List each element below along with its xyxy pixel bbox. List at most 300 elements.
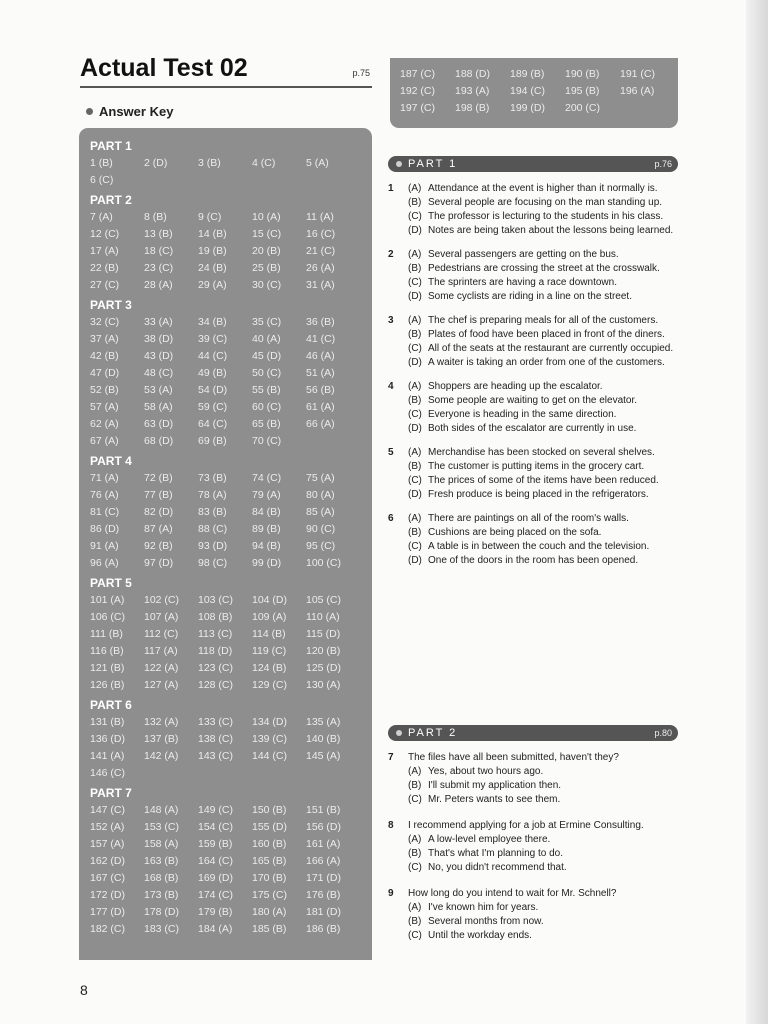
- answer-cell: 97 (D): [144, 557, 174, 569]
- answer-row: [400, 83, 678, 100]
- answer-cell: 28 (A): [144, 279, 173, 291]
- answer-cell: 68 (D): [144, 435, 174, 447]
- option-letter: (B): [408, 329, 422, 340]
- option-letter: (B): [408, 527, 422, 538]
- answer-cell: 94 (B): [252, 540, 281, 552]
- answer-row: [90, 904, 372, 921]
- answer-cell: 14 (B): [198, 228, 227, 240]
- answer-cell: 157 (A): [90, 838, 125, 850]
- answer-row: [90, 504, 372, 521]
- answer-key-part-title: PART 3: [90, 298, 132, 312]
- answer-cell: 49 (B): [198, 367, 227, 379]
- question-number: 5: [388, 447, 394, 458]
- answer-option: [408, 526, 688, 540]
- answer-cell: 148 (A): [144, 804, 179, 816]
- answer-cell: 144 (C): [252, 750, 288, 762]
- answer-cell: 106 (C): [90, 611, 126, 623]
- header-bullet-icon: [396, 161, 402, 167]
- answer-row: [90, 836, 372, 853]
- option-letter: (C): [408, 541, 422, 552]
- answer-option: [408, 314, 688, 328]
- answer-option: [408, 765, 688, 779]
- answer-cell: 153 (C): [144, 821, 180, 833]
- answer-key-part-title: PART 4: [90, 454, 132, 468]
- answer-cell: 57 (A): [90, 401, 119, 413]
- answer-cell: 168 (B): [144, 872, 179, 884]
- question-number: 1: [388, 183, 394, 194]
- option-text: That's what I'm planning to do.: [428, 848, 564, 859]
- answer-cell: 173 (B): [144, 889, 179, 901]
- option-letter: (C): [408, 211, 422, 222]
- answer-row: [90, 155, 372, 172]
- answer-cell: 78 (A): [198, 489, 227, 501]
- page-title: Actual Test 02: [80, 54, 248, 82]
- answer-cell: 115 (D): [306, 628, 341, 640]
- option-letter: (B): [408, 780, 422, 791]
- answer-cell: 75 (A): [306, 472, 335, 484]
- answer-row: [90, 416, 372, 433]
- answer-cell: 108 (B): [198, 611, 233, 623]
- answer-cell: 147 (C): [90, 804, 126, 816]
- option-letter: (B): [408, 916, 422, 927]
- answer-cell: 35 (C): [252, 316, 282, 328]
- answer-row: [90, 348, 372, 365]
- answer-cell: 40 (A): [252, 333, 281, 345]
- answer-cell: 50 (C): [252, 367, 282, 379]
- answer-cell: 127 (A): [144, 679, 179, 691]
- answer-cell: 39 (C): [198, 333, 228, 345]
- answer-cell: 137 (B): [144, 733, 179, 745]
- answer-cell: 185 (B): [252, 923, 287, 935]
- part1-question-list: [388, 182, 688, 568]
- answer-option: [408, 262, 688, 276]
- answer-cell: 13 (B): [144, 228, 173, 240]
- answer-cell: 90 (C): [306, 523, 336, 535]
- answer-cell: 1 (B): [90, 157, 113, 169]
- answer-cell: 84 (B): [252, 506, 281, 518]
- option-letter: (C): [408, 475, 422, 486]
- answer-cell: 105 (C): [306, 594, 342, 606]
- answer-cell: 88 (C): [198, 523, 228, 535]
- answer-row: [90, 172, 372, 189]
- answer-cell: 197 (C): [400, 102, 436, 114]
- answer-cell: 118 (D): [198, 645, 233, 657]
- answer-option: [408, 182, 688, 196]
- answer-cell: 92 (B): [144, 540, 173, 552]
- option-letter: (A): [408, 447, 422, 458]
- question-stem: I recommend applying for a job at Ermine Consulting.: [408, 820, 644, 831]
- answer-cell: 17 (A): [90, 245, 119, 257]
- answer-option: [408, 460, 688, 474]
- answer-cell: 6 (C): [90, 174, 114, 186]
- answer-cell: 125 (D): [306, 662, 342, 674]
- option-text: Fresh produce is being placed in the refrigerators.: [428, 489, 649, 500]
- answer-cell: 126 (B): [90, 679, 125, 691]
- option-text: Several months from now.: [428, 916, 544, 927]
- answer-row: [90, 802, 372, 819]
- answer-cell: 69 (B): [198, 435, 227, 447]
- answer-cell: 44 (C): [198, 350, 228, 362]
- answer-option: [408, 422, 688, 436]
- question: [388, 248, 688, 304]
- option-text: Mr. Peters wants to see them.: [428, 794, 561, 805]
- option-text: The sprinters are having a race downtown.: [428, 277, 617, 288]
- option-letter: (B): [408, 197, 422, 208]
- answer-cell: 29 (A): [198, 279, 227, 291]
- answer-cell: 11 (A): [306, 211, 334, 223]
- answer-cell: 104 (D): [252, 594, 288, 606]
- answer-row: [90, 748, 372, 765]
- answer-option: [408, 328, 688, 342]
- answer-cell: 146 (C): [90, 767, 126, 779]
- answer-cell: 33 (A): [144, 316, 173, 328]
- answer-cell: 149 (C): [198, 804, 234, 816]
- answer-cell: 187 (C): [400, 68, 436, 80]
- answer-cell: 43 (D): [144, 350, 174, 362]
- answer-cell: 2 (D): [144, 157, 168, 169]
- answer-cell: 129 (C): [252, 679, 288, 691]
- answer-option: [408, 847, 688, 861]
- option-text: Until the workday ends.: [428, 930, 532, 941]
- option-text: The prices of some of the items have been reduced.: [428, 475, 659, 486]
- option-text: Some cyclists are riding in a line on the street.: [428, 291, 632, 302]
- answer-cell: 65 (B): [252, 418, 281, 430]
- answer-cell: 42 (B): [90, 350, 119, 362]
- part2-header: [388, 725, 678, 741]
- page-edge-shadow: [746, 0, 768, 1024]
- answer-cell: 156 (D): [306, 821, 342, 833]
- answer-row: [90, 677, 372, 694]
- question: [388, 887, 688, 943]
- answer-cell: 100 (C): [306, 557, 342, 569]
- answer-cell: 8 (B): [144, 211, 167, 223]
- answer-cell: 32 (C): [90, 316, 120, 328]
- answer-cell: 5 (A): [306, 157, 329, 169]
- answer-cell: 189 (B): [510, 68, 545, 80]
- option-letter: (C): [408, 343, 422, 354]
- answer-cell: 160 (B): [252, 838, 287, 850]
- answer-option: [408, 474, 688, 488]
- answer-cell: 172 (D): [90, 889, 126, 901]
- answer-cell: 41 (C): [306, 333, 336, 345]
- option-letter: (D): [408, 291, 422, 302]
- answer-cell: 141 (A): [90, 750, 125, 762]
- option-letter: (A): [408, 902, 422, 913]
- option-text: The professor is lecturing to the students in his class.: [428, 211, 664, 222]
- option-text: There are paintings on all of the room's walls.: [428, 513, 629, 524]
- answer-cell: 195 (B): [565, 85, 600, 97]
- question-number: 8: [388, 820, 394, 831]
- answer-cell: 177 (D): [90, 906, 126, 918]
- answer-cell: 162 (D): [90, 855, 126, 867]
- answer-option: [408, 554, 688, 568]
- answer-option: [408, 446, 688, 460]
- answer-cell: 120 (B): [306, 645, 341, 657]
- option-text: A waiter is taking an order from one of the customers.: [428, 357, 665, 368]
- answer-cell: 7 (A): [90, 211, 113, 223]
- answer-key-part: [90, 297, 372, 450]
- answer-cell: 117 (A): [144, 645, 178, 657]
- answer-cell: 36 (B): [306, 316, 335, 328]
- answer-cell: 112 (C): [144, 628, 179, 640]
- option-text: Cushions are being placed on the sofa.: [428, 527, 602, 538]
- answer-cell: 198 (B): [455, 102, 490, 114]
- answer-option: [408, 342, 688, 356]
- question-number: 9: [388, 888, 394, 899]
- answer-row: [400, 66, 678, 83]
- answer-cell: 145 (A): [306, 750, 341, 762]
- option-letter: (B): [408, 263, 422, 274]
- answer-cell: 179 (B): [198, 906, 233, 918]
- answer-cell: 27 (C): [90, 279, 120, 291]
- answer-cell: 55 (B): [252, 384, 281, 396]
- question: [388, 512, 688, 568]
- question-stem: How long do you intend to wait for Mr. Schnell?: [408, 888, 617, 899]
- answer-cell: 45 (D): [252, 350, 282, 362]
- option-text: A low-level employee there.: [428, 834, 551, 845]
- answer-cell: 110 (A): [306, 611, 340, 623]
- answer-option: [408, 833, 688, 847]
- option-letter: (A): [408, 249, 422, 260]
- answer-cell: 163 (B): [144, 855, 179, 867]
- answer-cell: 124 (B): [252, 662, 287, 674]
- answer-option: [408, 394, 688, 408]
- answer-cell: 82 (D): [144, 506, 174, 518]
- answer-cell: 152 (A): [90, 821, 125, 833]
- answer-cell: 114 (B): [252, 628, 286, 640]
- answer-cell: 89 (B): [252, 523, 281, 535]
- option-letter: (C): [408, 794, 422, 805]
- answer-cell: 80 (A): [306, 489, 335, 501]
- answer-row: [90, 365, 372, 382]
- answer-row: [90, 714, 372, 731]
- answer-cell: 9 (C): [198, 211, 222, 223]
- answer-cell: 182 (C): [90, 923, 126, 935]
- answer-cell: 188 (D): [455, 68, 491, 80]
- question: [388, 380, 688, 436]
- answer-cell: 139 (C): [252, 733, 288, 745]
- answer-cell: 176 (B): [306, 889, 341, 901]
- header-bullet-icon: [396, 730, 402, 736]
- answer-option: [408, 779, 688, 793]
- answer-cell: 123 (C): [198, 662, 234, 674]
- answer-cell: 132 (A): [144, 716, 179, 728]
- answer-cell: 116 (B): [90, 645, 124, 657]
- answer-cell: 186 (B): [306, 923, 341, 935]
- option-letter: (A): [408, 834, 422, 845]
- answer-cell: 26 (A): [306, 262, 335, 274]
- answer-cell: 119 (C): [252, 645, 287, 657]
- answer-cell: 72 (B): [144, 472, 173, 484]
- answer-key-part: [90, 697, 372, 782]
- option-letter: (B): [408, 461, 422, 472]
- answer-cell: 170 (B): [252, 872, 287, 884]
- answer-option: [408, 512, 688, 526]
- answer-cell: 19 (B): [198, 245, 227, 257]
- answer-row: [90, 660, 372, 677]
- answer-row: [90, 555, 372, 572]
- answer-cell: 183 (C): [144, 923, 180, 935]
- answer-cell: 96 (A): [90, 557, 119, 569]
- answer-row: [90, 538, 372, 555]
- answer-cell: 193 (A): [455, 85, 490, 97]
- part1-header: [388, 156, 678, 172]
- question-number: 6: [388, 513, 394, 524]
- option-letter: (D): [408, 423, 422, 434]
- answer-row: [90, 643, 372, 660]
- answer-cell: 25 (B): [252, 262, 281, 274]
- part1-header-label: PART 1: [408, 158, 458, 170]
- answer-cell: 180 (A): [252, 906, 287, 918]
- answer-cell: 76 (A): [90, 489, 119, 501]
- answer-cell: 154 (C): [198, 821, 234, 833]
- answer-row: [90, 887, 372, 904]
- answer-cell: 62 (A): [90, 418, 119, 430]
- answer-row: [90, 592, 372, 609]
- answer-cell: 74 (C): [252, 472, 282, 484]
- answer-cell: 37 (A): [90, 333, 119, 345]
- answer-cell: 102 (C): [144, 594, 180, 606]
- answer-cell: 52 (B): [90, 384, 119, 396]
- answer-cell: 135 (A): [306, 716, 341, 728]
- option-text: Attendance at the event is higher than it normally is.: [428, 183, 658, 194]
- answer-key-part: [90, 785, 372, 938]
- answer-cell: 81 (C): [90, 506, 120, 518]
- answer-cell: 191 (C): [620, 68, 656, 80]
- answer-option: [408, 408, 688, 422]
- answer-row: [90, 382, 372, 399]
- question-number: 2: [388, 249, 394, 260]
- answer-cell: 200 (C): [565, 102, 601, 114]
- answer-row: [90, 399, 372, 416]
- answer-cell: 166 (A): [306, 855, 341, 867]
- answer-cell: 21 (C): [306, 245, 336, 257]
- option-text: Several passengers are getting on the bus.: [428, 249, 619, 260]
- answer-cell: 194 (C): [510, 85, 546, 97]
- answer-cell: 77 (B): [144, 489, 173, 501]
- question-stem: The files have all been submitted, haven't they?: [408, 752, 619, 763]
- answer-cell: 12 (C): [90, 228, 120, 240]
- answer-cell: 122 (A): [144, 662, 179, 674]
- option-text: All of the seats at the restaurant are currently occupied.: [428, 343, 674, 354]
- answer-row: [90, 243, 372, 260]
- answer-key-part-title: PART 2: [90, 193, 132, 207]
- answer-cell: 38 (D): [144, 333, 174, 345]
- answer-option: [408, 290, 688, 304]
- answer-key-heading: [86, 104, 173, 119]
- bullet-icon: [86, 108, 93, 115]
- question: [388, 314, 688, 370]
- answer-cell: 51 (A): [306, 367, 335, 379]
- answer-option: [408, 276, 688, 290]
- title-row: [80, 54, 372, 88]
- answer-cell: 138 (C): [198, 733, 234, 745]
- answer-row: [90, 314, 372, 331]
- answer-cell: 190 (B): [565, 68, 600, 80]
- answer-key-label: Answer Key: [99, 104, 174, 119]
- answer-cell: 159 (B): [198, 838, 233, 850]
- answer-cell: 73 (B): [198, 472, 227, 484]
- option-text: A table is in between the couch and the television.: [428, 541, 650, 552]
- answer-cell: 71 (A): [90, 472, 119, 484]
- option-letter: (D): [408, 225, 422, 236]
- answer-cell: 59 (C): [198, 401, 228, 413]
- answer-cell: 171 (D): [306, 872, 342, 884]
- answer-row: [90, 731, 372, 748]
- answer-option: [408, 929, 688, 943]
- answer-cell: 140 (B): [306, 733, 341, 745]
- answer-cell: 158 (A): [144, 838, 179, 850]
- answer-cell: 48 (C): [144, 367, 174, 379]
- answer-cell: 131 (B): [90, 716, 125, 728]
- answer-row: [90, 277, 372, 294]
- option-text: One of the doors in the room has been opened.: [428, 555, 639, 566]
- option-letter: (A): [408, 513, 422, 524]
- answer-row: [90, 226, 372, 243]
- page-number: 8: [80, 982, 88, 998]
- answer-row: [90, 487, 372, 504]
- answer-cell: 128 (C): [198, 679, 234, 691]
- option-text: I'll submit my application then.: [428, 780, 562, 791]
- answer-cell: 24 (B): [198, 262, 227, 274]
- answer-key-part-title: PART 1: [90, 139, 132, 153]
- question: [388, 182, 688, 238]
- answer-cell: 93 (D): [198, 540, 228, 552]
- answer-row: [90, 470, 372, 487]
- answer-option: [408, 488, 688, 502]
- answer-cell: 10 (A): [252, 211, 281, 223]
- answer-row: [90, 626, 372, 643]
- answer-option: [408, 540, 688, 554]
- answer-cell: 79 (A): [252, 489, 281, 501]
- answer-cell: 109 (A): [252, 611, 287, 623]
- answer-key-part-title: PART 5: [90, 576, 132, 590]
- answer-cell: 175 (C): [252, 889, 288, 901]
- answer-option: [408, 915, 688, 929]
- answer-cell: 165 (B): [252, 855, 287, 867]
- answer-cell: 34 (B): [198, 316, 227, 328]
- part1-header-page: p.76: [654, 159, 672, 169]
- answer-cell: 91 (A): [90, 540, 119, 552]
- answer-row: [90, 331, 372, 348]
- option-text: Shoppers are heading up the escalator.: [428, 381, 603, 392]
- answer-option: [408, 861, 688, 875]
- answer-cell: 130 (A): [306, 679, 341, 691]
- option-text: Yes, about two hours ago.: [428, 766, 544, 777]
- answer-cell: 31 (A): [306, 279, 335, 291]
- answer-cell: 143 (C): [198, 750, 234, 762]
- answer-option: [408, 356, 688, 370]
- answer-cell: 85 (A): [306, 506, 335, 518]
- option-text: I've known him for years.: [428, 902, 539, 913]
- answer-cell: 30 (C): [252, 279, 282, 291]
- answer-row: [90, 921, 372, 938]
- answer-row: [90, 433, 372, 450]
- answer-cell: 107 (A): [144, 611, 179, 623]
- option-letter: (C): [408, 409, 422, 420]
- answer-cell: 54 (D): [198, 384, 228, 396]
- part2-header-label: PART 2: [408, 727, 458, 739]
- answer-cell: 196 (A): [620, 85, 655, 97]
- answer-key-part-title: PART 7: [90, 786, 132, 800]
- answer-cell: 18 (C): [144, 245, 174, 257]
- answer-cell: 99 (D): [252, 557, 282, 569]
- answer-row: [400, 100, 678, 117]
- answer-cell: 192 (C): [400, 85, 436, 97]
- answer-row: [90, 521, 372, 538]
- option-letter: (B): [408, 395, 422, 406]
- answer-cell: 3 (B): [198, 157, 221, 169]
